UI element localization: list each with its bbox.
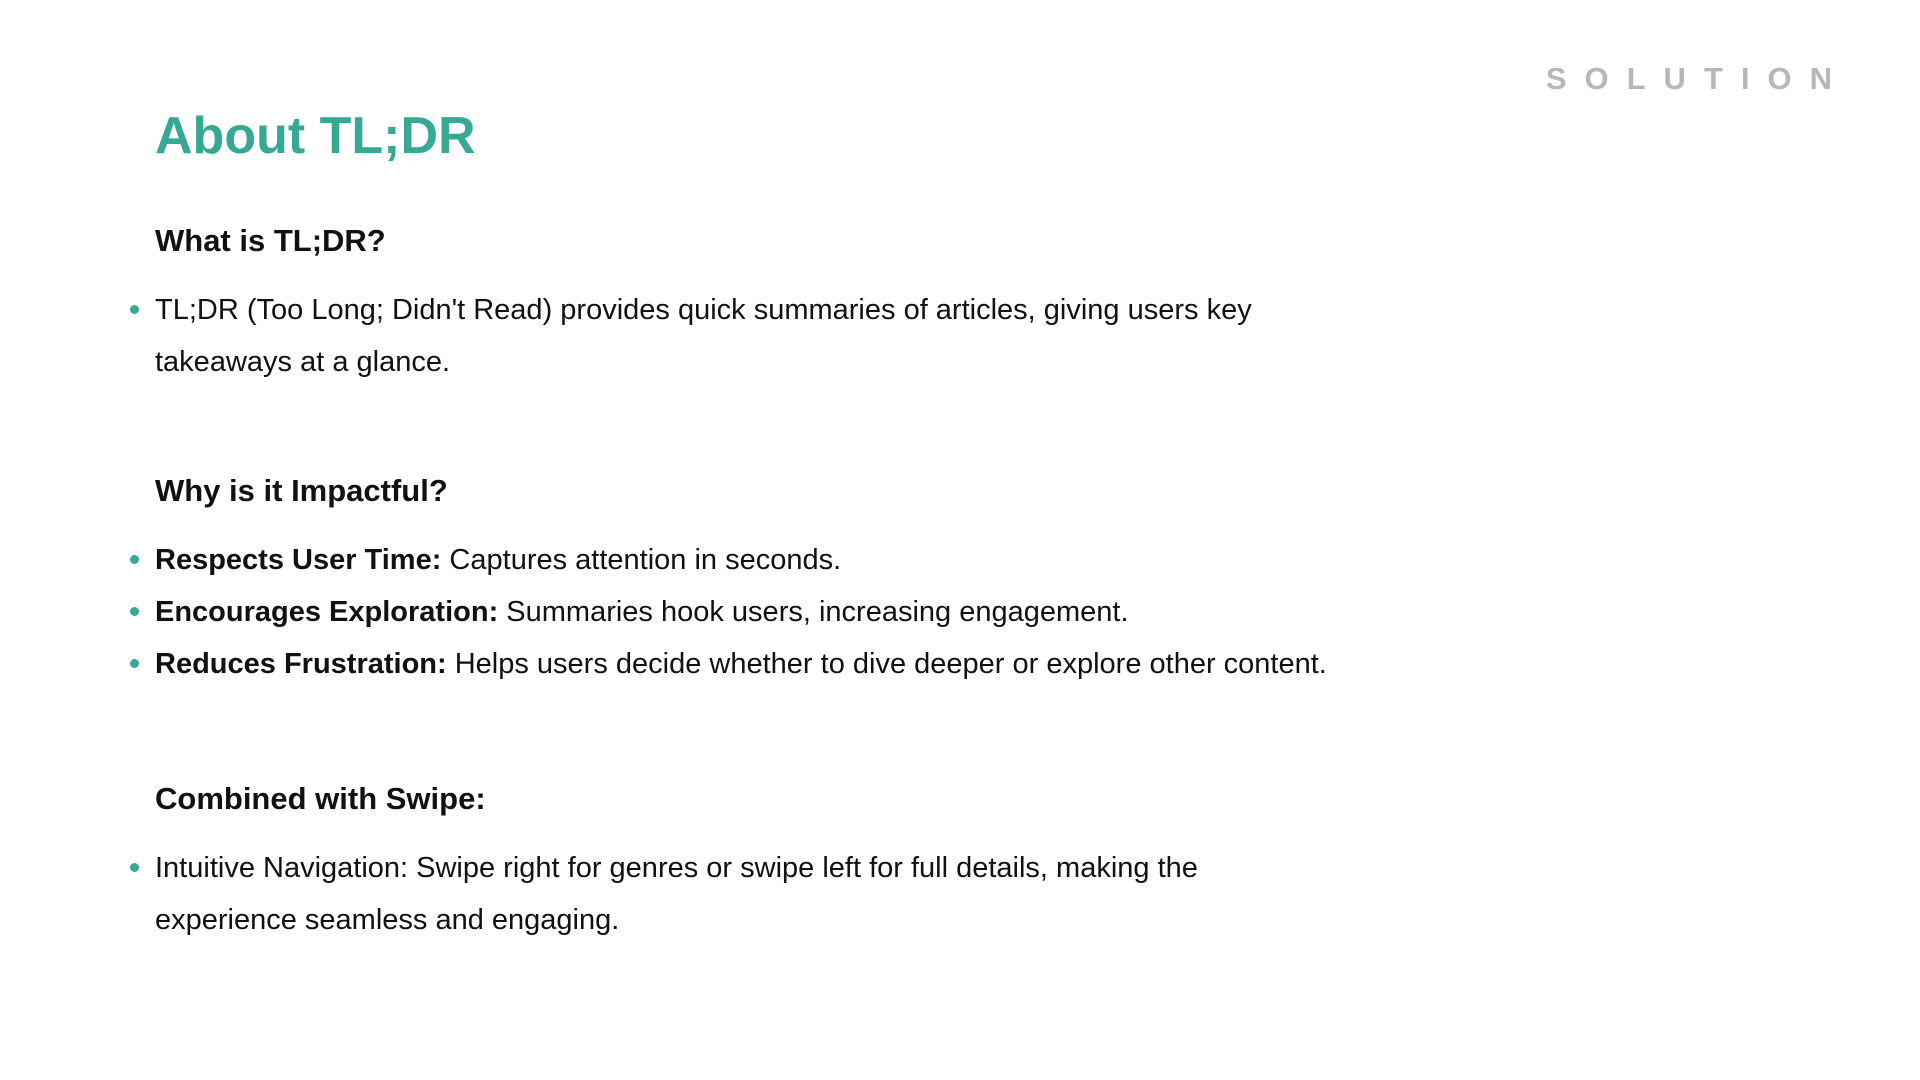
bullet-item [155,842,1335,946]
section-label: SOLUTION [1545,61,1850,96]
bullet-item [155,284,1315,388]
bullet-lead: Reduces Frustration: [155,648,447,680]
bullet-list [155,534,1555,690]
section-why-impactful [155,472,1555,690]
bullet-dot-icon [130,659,139,668]
bullet-lead: Respects User Time: [155,544,442,576]
bullet-item [155,534,1555,586]
bullet-dot-icon [130,305,139,314]
section-heading: Combined with Swipe: [155,781,486,816]
section-combined-with-swipe [155,780,1555,946]
bullet-dot-icon [130,607,139,616]
bullet-text: Summaries hook users, increasing engagement. [498,596,1129,628]
bullet-lead: Encourages Exploration: [155,596,499,628]
bullet-text: Captures attention in seconds. [441,544,842,576]
bullet-list [155,284,1315,388]
page-title: About TL;DR [155,107,476,165]
section-heading: Why is it Impactful? [155,473,448,508]
bullet-dot-icon [130,863,139,872]
bullet-text: Intuitive Navigation: Swipe right for genres or swipe left for full details, making the experience seamless and engaging. [155,852,1198,936]
bullet-list [155,842,1335,946]
bullet-dot-icon [130,555,139,564]
section-what-is-tldr [155,222,1555,388]
section-heading: What is TL;DR? [155,223,386,258]
bullet-text: TL;DR (Too Long; Didn't Read) provides quick summaries of articles, giving users key takeaways at a glance. [155,294,1252,378]
bullet-item [155,586,1555,638]
bullet-item [155,638,1555,690]
bullet-text: Helps users decide whether to dive deeper or explore other content. [446,648,1327,680]
